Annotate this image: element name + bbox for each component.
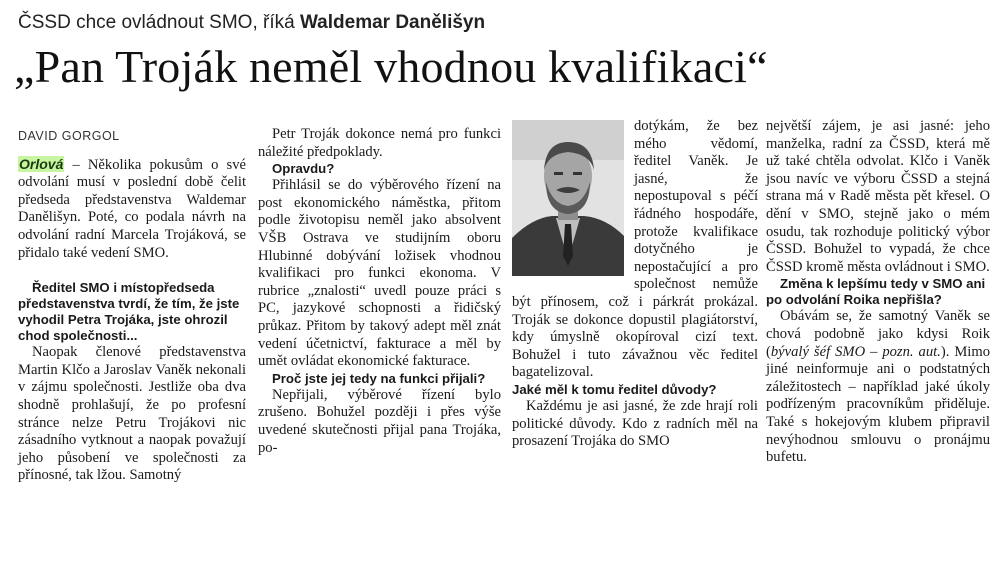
question-2: Opravdu? [272,161,335,177]
question-5: Změna k lepšímu tedy v SMO ani po odvolání Roika nepřišla? [766,276,986,308]
answer-2: Přihlásil se do výběrového řízení na post ekonomického náměstka, přitom podle životopisu neměl jako absolvent VŠB Ostrava ve studijním oboru Hlubinné dobývání ložisek vhodnou kvalifikaci pro funkci ekonoma. V rubrice „znalosti“ uvedl pouze práci s PC, jazykové schopnosti a řidičský průkaz. Přitom by takový adept měl znát vedení účetnictví, fakturace a měl by umět ovládat ekonomické fakturace. [258,177,501,370]
kicker [18,12,485,34]
column-3 [512,118,758,451]
answer-4: Každému je asi jasné, že zde hrají roli politické důvody. Kdo z radních měl na prosazení Trojáka do SMO [512,397,758,450]
author-note: bývalý šéf SMO – pozn. aut. [770,343,941,360]
answer-1: Naopak členové představenstva Martin Klčo a Jaroslav Vaněk nekonali v zájmu společnosti. Jestliže oba dva shodně prohlašují, že po profesní stránce nelze Petru Trojákovi nic zásadního vytknout a naopak považují jeho působení ve společnosti za přínosné, tak lžou. Samotný [18,344,246,484]
column-1 [18,120,246,485]
question-4: Jaké měl k tomu ředitel důvody? [512,381,717,397]
answer-5 [766,308,990,466]
answer-1-continued: Petr Troják dokonce nemá pro funkci náležité předpoklady. [258,126,501,160]
answer-5-end: ). Mimo jiné neinformuje ani o podstatných záležitostech – například jaké úkoly podřízeným pracovníkům přiděluje. Také s hokejovým klubem připravil nevýhodnou smlouvu o pronájmu bufetu. [766,343,991,466]
portrait-photo [512,120,624,276]
byline: DAVID GORGOL [18,129,120,143]
answer-5-start: Obávám se, že samotný Vaněk se chová podobně jako kdysi Roik ( [766,308,990,360]
answer-4-continued: největší zájem, je asi jasné: jeho manželka, radní za ČSSD, která mě už také chtěla odvolat. Klčo i Vaněk jsou navíc ve výboru ČSSD a stejná strana má v Radě města pět křesel. O dění v SMO, stejně jako o mém osudu, tak rozhoduje politický výbor ČSSD. Bohužel to vypadá, že chce ČSSD kromě města ovládnout i SMO. [766,118,990,275]
kicker-name: Waldemar Danělišyn [299,12,486,33]
portrait-image [512,120,624,276]
lead-paragraph [18,156,246,263]
answer-3: Nepřijali, výběrové řízení bylo zrušeno. Bohužel později i přes výše uvedené skutečnosti přijal pana Trojáka, po- [258,386,501,456]
answer-3-continued: dotýkám, že bez mého vědomí, ředitel Vaněk. Je jasné, že nepostupoval s péčí řádného hospodáře, protože kvalifikace dotyčného je nepostačující a pro společnost nemůže být přínosem, což i párkrát prokázal. Troják se dokonce dopustil plagiátorství, kdy úmyslně okopíroval cizí text. Bohužel i tuto závažnou věc ředitel bagatelizoval. [512,118,758,381]
kicker-prefix: ČSSD chce ovládnout SMO, říká [18,12,300,33]
headline: „Pan Troják neměl vhodnou kvalifikaci“ [14,41,768,92]
column-2 [258,126,501,457]
question-3: Proč jste jej tedy na funkci přijali? [272,370,486,386]
lead-text: – Několika pokusům o své odvolání musí v poslední době čelit předseda představenstva Waldemar Danělišyn. Poté, co podala návrh na odvolání radní Marcela Trojáková, se přidalo také vedení SMO. [18,156,246,261]
place-label: Orlová [19,155,64,172]
column-4 [766,118,990,467]
question-1: Ředitel SMO i místopředseda představenstva tvrdí, že tím, že jste vyhodil Petra Trojáka, jste ohrozil chod společnosti... [18,280,240,344]
